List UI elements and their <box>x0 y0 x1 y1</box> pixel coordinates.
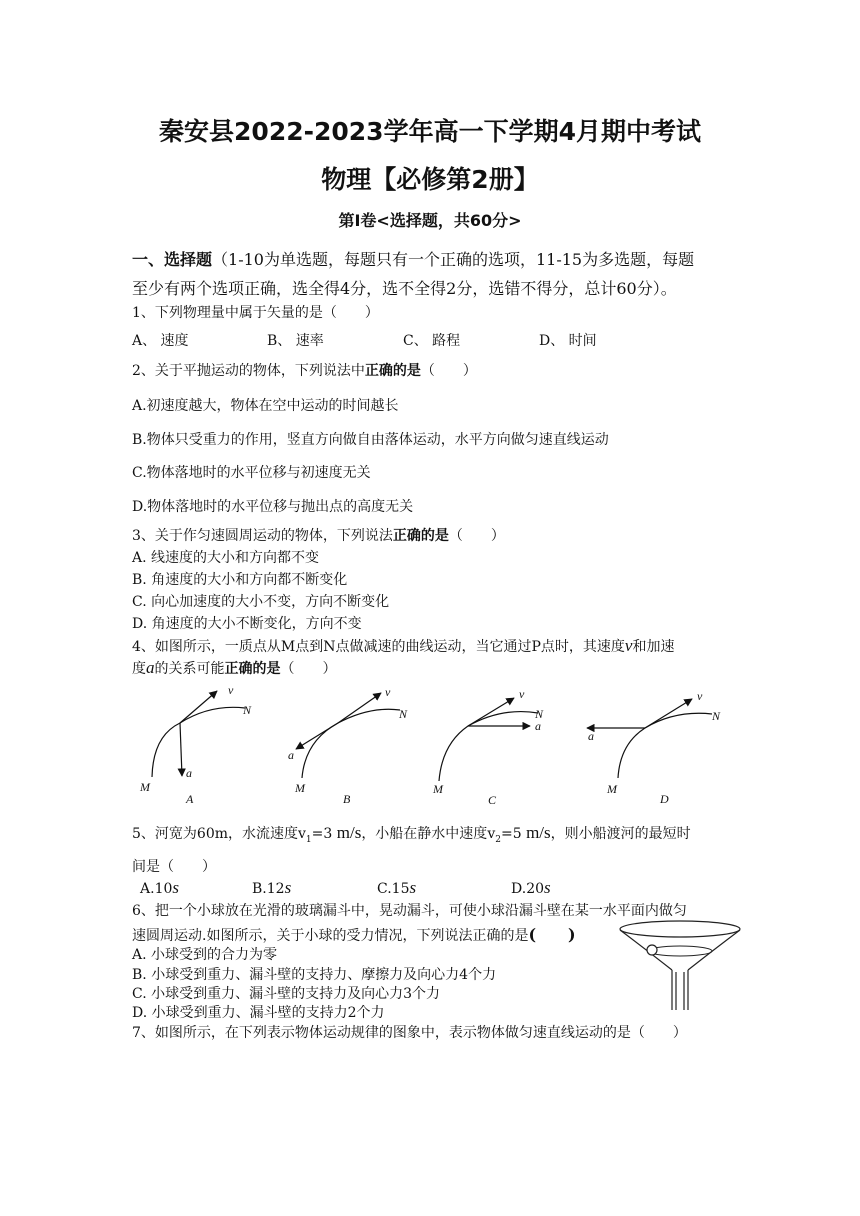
q1-option-c: C、 路程 <box>403 333 461 349</box>
fig-c-curve <box>439 712 538 781</box>
fig-d-a-label: a <box>588 729 594 743</box>
q4-figures <box>130 680 740 810</box>
q5-option-c <box>377 878 416 898</box>
fig-b-caption: B <box>343 792 351 806</box>
q3-option-d: D. 角速度的大小不断变化，方向不变 <box>132 616 362 632</box>
fig-a-caption: A <box>186 792 194 806</box>
q4-a-symbol: a <box>146 658 155 677</box>
q4-text-bold: 正确的是 <box>224 661 281 677</box>
q5-stem-line2: 间是（ ） <box>132 859 216 875</box>
section-label: 一、选择题 <box>132 250 213 269</box>
q5-option-d <box>511 878 551 898</box>
fig-d-m-label: M <box>607 782 617 796</box>
q4-text: 4、如图所示，一质点从M点到N点做减速的曲线运动，当它通过P点时，其速度 <box>132 639 625 655</box>
q1-option-a: A、 速度 <box>132 333 189 349</box>
q5-text: ，小船在静水中速度 <box>361 826 488 842</box>
q2-stem-paren: （ ） <box>420 363 477 379</box>
fig-d-curve <box>618 713 712 778</box>
q3-option-a: A. 线速度的大小和方向都不变 <box>132 550 320 566</box>
q1-option-d: D、 时间 <box>539 333 597 349</box>
q6-stem-line2 <box>132 922 576 945</box>
q5-opt-unit: s <box>172 878 180 897</box>
q6-paren: ( ) <box>528 925 576 944</box>
fig-a-a-label: a <box>186 766 192 780</box>
q1-option-b: B、 速率 <box>267 333 324 349</box>
q5-v2-symbol: v <box>487 826 496 842</box>
fig-c-n-label: N <box>535 707 544 721</box>
q5-text: ，则小船渡河的最短时 <box>550 826 691 842</box>
q5-opt-unit: s <box>409 878 417 897</box>
fig-d-caption: D <box>660 792 669 806</box>
q2-option-d: D.物体落地时的水平位移与抛出点的高度无关 <box>132 499 414 515</box>
fig-a-n-label: N <box>243 703 252 717</box>
q5-opt-label: D. <box>511 881 527 897</box>
q2-stem <box>132 360 477 380</box>
q6-option-c: C. 小球受到重力、漏斗壁的支持力及向心力3个力 <box>132 986 441 1002</box>
q5-opt-value: 10 <box>154 881 173 897</box>
q4-stem-line1 <box>132 636 674 656</box>
q5-opt-unit: s <box>284 878 292 897</box>
fig-c-v-label: v <box>519 687 525 701</box>
fig-c-a-label: a <box>535 719 541 733</box>
q4-text: 的关系可能 <box>154 661 225 677</box>
section-desc-2: 至少有两个选项正确，选全得4分，选不全得2分，选错不得分，总计60分）。 <box>132 279 677 298</box>
q2-stem-bold: 正确的是 <box>364 363 421 379</box>
fig-b-curve <box>302 709 400 778</box>
fig-a-v-arrow <box>180 691 217 723</box>
q2-option-a: A.初速度越大，物体在空中运动的时间越长 <box>132 398 399 414</box>
q6-option-b: B. 小球受到重力、漏斗壁的支持力、摩擦力及向心力4个力 <box>132 967 497 983</box>
orbit-ellipse <box>648 946 712 956</box>
fig-a-m-label: M <box>140 780 150 794</box>
q2-stem-text: 2、关于平抛运动的物体，下列说法中 <box>132 363 365 379</box>
q5-opt-unit: s <box>544 878 551 897</box>
q3-option-c: C. 向心加速度的大小不变，方向不断变化 <box>132 594 390 610</box>
q7-stem: 7、如图所示，在下列表示物体运动规律的图象中，表示物体做匀速直线运动的是（ ） <box>132 1025 687 1041</box>
q5-v1-symbol: v <box>298 826 306 842</box>
exam-subtitle: 物理【必修第2册】 <box>321 165 539 194</box>
q5-stem-line1 <box>132 823 691 845</box>
q4-text: 度 <box>132 661 146 677</box>
fig-c-m-label: M <box>433 782 443 796</box>
q3-stem <box>132 525 505 545</box>
q5-option-a <box>140 878 179 898</box>
ball <box>647 945 657 955</box>
q6-option-a: A. 小球受到的合力为零 <box>132 947 278 963</box>
q4-text: 和加速 <box>632 639 675 655</box>
volume-heading: 第Ⅰ卷<选择题，共60分> <box>338 211 522 230</box>
q3-option-b: B. 角速度的大小和方向都不断变化 <box>132 572 348 588</box>
q5-v2-value: =5 <box>500 826 522 842</box>
q5-v2-unit: m/s <box>526 823 551 842</box>
fig-c-caption: C <box>488 793 497 807</box>
q5-v2-sub: 2 <box>495 834 501 845</box>
q4-stem-line2 <box>132 658 337 678</box>
fig-a-a-arrow <box>180 723 182 776</box>
section-header <box>132 247 694 270</box>
fig-d-n-label: N <box>712 709 721 723</box>
q5-opt-label: C. <box>377 881 392 897</box>
q5-opt-value: 15 <box>391 881 410 897</box>
fig-a-v-label: v <box>228 683 234 697</box>
q2-option-c: C.物体落地时的水平位移与初速度无关 <box>132 465 371 481</box>
fig-b-n-label: N <box>399 707 408 721</box>
fig-b-a-arrow <box>296 723 338 749</box>
exam-title: 秦安县2022-2023学年高一下学期4月期中考试 <box>159 117 701 146</box>
fig-a-curve <box>152 707 245 777</box>
q2-option-b: B.物体只受重力的作用，竖直方向做自由落体运动，水平方向做匀速直线运动 <box>132 432 609 448</box>
fig-b-v-label: v <box>385 685 391 699</box>
q5-opt-value: 20 <box>526 881 545 897</box>
funnel-figure <box>614 918 746 1014</box>
fig-b-m-label: M <box>295 781 305 795</box>
q6-text: 速圆周运动.如图所示，关于小球的受力情况，下列说法正确的是 <box>132 928 529 944</box>
q5-v1-value: =3 <box>311 826 333 842</box>
q4-paren: （ ） <box>280 661 337 677</box>
q1-stem: 1、下列物理量中属于矢量的是（ ） <box>132 305 379 321</box>
funnel-rim <box>620 921 740 937</box>
q4-v-symbol: v <box>624 636 633 655</box>
q5-opt-label: B. <box>252 881 267 897</box>
q5-opt-label: A. <box>140 881 155 897</box>
q3-stem-text: 3、关于作匀速圆周运动的物体，下列说法 <box>132 528 393 544</box>
q5-v1-sub: 1 <box>305 834 312 845</box>
fig-b-v-arrow <box>338 693 381 723</box>
q3-stem-paren: （ ） <box>448 528 505 544</box>
section-desc-1: （1-10为单选题，每题只有一个正确的选项，11-15为多选题，每题 <box>212 250 695 269</box>
fig-b-a-label: a <box>288 748 294 762</box>
q5-opt-value: 12 <box>266 881 285 897</box>
q5-option-b <box>252 878 291 898</box>
fig-d-v-arrow <box>645 699 692 728</box>
q6-stem-line1: 6、把一个小球放在光滑的玻璃漏斗中，晃动漏斗，可使小球沿漏斗壁在某一水平面内做匀 <box>132 903 687 919</box>
q3-stem-bold: 正确的是 <box>392 528 449 544</box>
fig-d-v-label: v <box>697 689 703 703</box>
q5-v1-unit: m/s <box>336 823 362 842</box>
q6-option-d: D. 小球受到重力、漏斗壁的支持力2个力 <box>132 1005 385 1021</box>
q5-text: 5、河宽为60m，水流速度 <box>132 826 298 842</box>
